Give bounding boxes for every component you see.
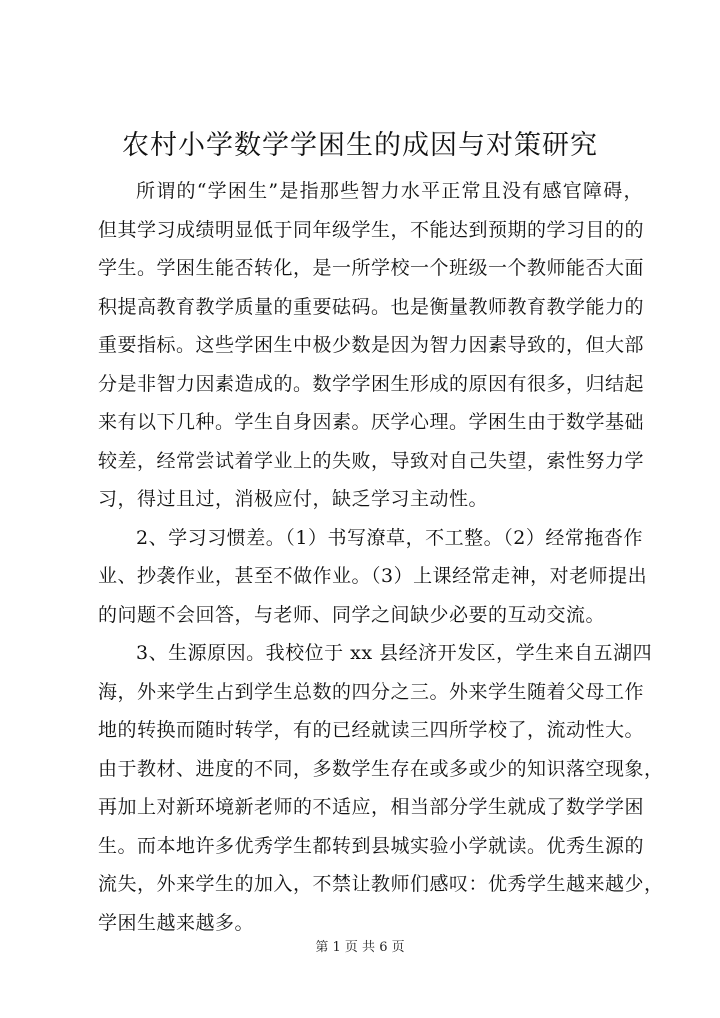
document-body	[98, 172, 664, 942]
paragraph-3-line-2: 海，外来学生占到学生总数的四分之三。外来学生随着父母工作	[98, 680, 645, 703]
paragraph-1-line-6: 分是非智力因素造成的。数学学困生形成的原因有很多，归结起	[98, 372, 645, 395]
paragraph-1-line-2: 但其学习成绩明显低于同年级学生，不能达到预期的学习目的的	[98, 218, 645, 241]
paragraph-1-line-1: 所谓的“学困生”是指那些智力水平正常且没有感官障碍，	[136, 180, 643, 202]
page-indicator: 第 1 页 共 6 页	[315, 940, 405, 955]
paragraph-3-line-4: 由于教材、进度的不同，多数学生存在或多或少的知识落空现象，	[98, 757, 664, 780]
paragraph-3-line-7: 流失，外来学生的加入，不禁让教师们感叹：优秀学生越来越少，	[98, 873, 664, 895]
paragraph-2-line-1: 2、学习习惯差。（1）书写潦草，不工整。（2）经常拖沓作	[136, 526, 643, 549]
paragraph-3-line-1: 3、生源原因。我校位于 xx 县经济开发区，学生来自五湖四	[136, 642, 653, 664]
paragraph-1-line-5: 重要指标。这些学困生中极少数是因为智力因素导致的，但大部	[98, 334, 645, 356]
document-title: 农村小学数学学困生的成因与对策研究	[122, 130, 598, 161]
paragraph-1-line-3: 学生。学困生能否转化，是一所学校一个班级一个教师能否大面	[98, 257, 645, 279]
paragraph-1-line-9: 习，得过且过，消极应付，缺乏学习主动性。	[98, 488, 489, 510]
paragraph-3-line-3: 地的转换而随时转学，有的已经就读三四所学校了，流动性大。	[98, 719, 645, 741]
paragraph-2-line-2: 业、抄袭作业，甚至不做作业。（3）上课经常走神，对老师提出	[98, 565, 648, 587]
paragraph-3-line-6: 生。而本地许多优秀学生都转到县城实验小学就读。优秀生源的	[98, 834, 645, 857]
paragraph-2-line-3: 的问题不会回答，与老师、同学之间缺少必要的互动交流。	[98, 603, 606, 626]
paragraph-3-line-8: 学困生越来越多。	[98, 911, 255, 934]
paragraph-3-line-5: 再加上对新环境新老师的不适应，相当部分学生就成了数学学困	[98, 796, 645, 818]
paragraph-1-line-4: 积提高教育教学质量的重要砝码。也是衡量教师教育教学能力的	[98, 295, 645, 318]
paragraph-1-line-7: 来有以下几种。学生自身因素。厌学心理。学困生由于数学基础	[98, 411, 645, 433]
paragraph-1-line-8: 较差，经常尝试着学业上的失败，导致对自己失望，索性努力学	[98, 449, 645, 472]
